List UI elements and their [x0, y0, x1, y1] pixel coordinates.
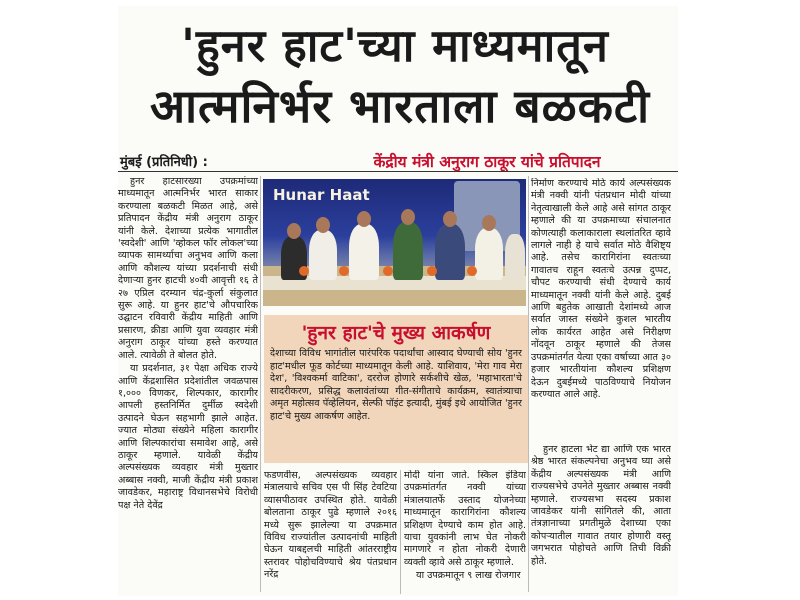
highlight-box-title: 'हुनर हाट'चे मुख्य आकर्षण: [301, 322, 491, 344]
article-column-2-lower-left: [264, 470, 397, 594]
subheadline: केंद्रीय मंत्री अनुराग ठाकूर यांचे प्रतिपादन: [373, 153, 601, 171]
person-figure: [475, 228, 503, 280]
article-column-2-lower-right: [404, 470, 526, 594]
paragraph: या प्रदर्शनात, ३१ पेक्षा अधिक राज्ये आणि केंद्रशासित प्रदेशांतील जवळपास १,००० विणकर, शिल्पकार, कारागीर आपली हस्तनिर्मित दुर्मीळ स्वदेशी उत्पादने घेऊन सहभागी झाले आहेत. ज्यात मोठ्या संख्येने महिला कारागीर आणि शिल्पकारांचा समावेश आहे, असे ठाकूर म्हणाले. यावेळी केंद्रीय अल्पसंख्यक व्यवहार मंत्री मुख्तार अब्बास नक्वी, माजी केंद्रीय मंत्री प्रकाश जावडेकर, महाराष्ट्र विधानसभेचे विरोधी पक्ष नेते देवेंद्र: [118, 363, 258, 511]
person-figure: [435, 224, 465, 280]
headline-line-1: 'हुनर हाट'च्या माध्यमातून: [181, 19, 609, 72]
flower-decoration: [339, 266, 349, 276]
divider: [118, 171, 678, 172]
column-rule: [528, 176, 529, 592]
flower-decoration: [427, 266, 437, 276]
person-figure: [393, 222, 423, 280]
flower-decoration: [383, 266, 393, 276]
person-figure: [505, 234, 525, 280]
person-head: [357, 211, 371, 227]
headline-line-2: आत्मनिर्भर भारताला बळकटी: [150, 79, 651, 133]
paragraph: फडणवीस, अल्पसंख्यक व्यवहार मंत्रालयाचे सचिव एस पी सिंह टेवटिया व्यासपीठावर उपस्थित होते. यावेळी बोलताना ठाकूर पुढे म्हणाले २०१६ मध्ये सुरू झालेल्या या उपक्रमात विविध राज्यांतील उत्पादनांची माहिती घेऊन याबद्दलची माहिती आंतरराष्ट्रीय स्तरावर पोहोचविण्याचे श्रेय पंतप्रधान नरेंद्र: [264, 470, 397, 581]
article-column-3-bottom: [531, 444, 671, 594]
flower-decoration: [299, 266, 309, 276]
paragraph: या उपक्रमातून ९ लाख रोजगार: [416, 570, 521, 582]
person-head: [316, 217, 330, 233]
photo-banner-text: Hunar Haat: [273, 186, 370, 204]
article-column-3-top: [531, 178, 671, 408]
person-head: [401, 209, 415, 225]
paragraph: हुनर हाटला भेट द्या आणि एक भारत श्रेष्ठ भारत संकल्पनेचा अनुभव घ्या असे केंद्रीय अल्पसंख्यक मंत्री आणि राज्यसभेचे उपनेते मुख्तार अब्बास नक्वी म्हणाले. राज्यसभा सदस्य प्रकाश जावडेकर यांनी सांगितले की, आता तंत्रज्ञानाच्या प्रगतीमुळे देशाच्या एका कोपऱ्यातील गावात तयार होणारी वस्तू जगभरात पोहोचते आणि तिची विक्री होते.: [531, 444, 671, 567]
event-photo: [263, 179, 526, 306]
highlight-box-body: देशाच्या विविध भागांतील पारंपरिक पदार्थांचा आस्वाद घेण्याची सोय 'हुनर हाट'मधील फूड कोर्टच्या माध्यमातून केली आहे. याशिवाय, 'मेरा गाव मेरा देश', 'विश्वकर्मा वाटिका', दररोज होणारे सर्कशीचे खेळ, 'महाभारता'चे सादरीकरण, प्रसिद्ध कलावंतांच्या गीत-संगीताचे कार्यक्रम, स्वातंत्र्याचा अमृत महोत्सव पॅव्हेलियन, सेल्फी पॉइंट इत्यादी, मुंबई इथे आयोजित 'हुनर हाट'चे मुख्य आकर्षण आहेत.: [270, 348, 522, 422]
column-rule: [400, 470, 401, 594]
column-rule: [260, 176, 261, 592]
person-head: [482, 215, 496, 231]
paragraph: मोदी यांना जाते. स्किल इंडिया उपक्रमांतर्गत नक्वी यांच्या मंत्रालयातर्फे उस्ताद योजनेच्या माध्यमातून कारागिरांना कौशल्य प्रशिक्षण देण्याचे काम होत आहे. याचा युवकांनी लाभ घेत नोकरी मागणारे न होता नोकरी देणारी व्यक्ती व्हावे असे ठाकूर म्हणाले.: [404, 470, 526, 568]
person-figure: [349, 224, 379, 280]
person-head: [287, 223, 301, 239]
person-figure: [309, 230, 337, 280]
article-column-1: [118, 176, 258, 591]
paragraph: निर्माण करण्याचे मोठे कार्य अल्पसंख्यक मंत्री नक्वी यांनी पंतप्रधान मोदी यांच्या नेतृत्वाखाली केले आहे असे सांगत ठाकूर म्हणाले की या उपक्रमाच्या संचालनात कोणत्याही कलाकाराला स्थलांतरित व्हावे लागले नाही हे याचे सर्वात मोठे वैशिष्ट्य आहे. तसेच कारागिरांना स्वतःच्या गावातच राहून स्वतःचे उत्पन्न दुप्पट, चौपट करण्याची संधी देण्याचे कार्य माध्यमातून नक्वी यांनी केले आहे. दुबई आणि बहुतेक आखाती देशांमध्ये आज सर्वात जास्त संख्येने कुशल भारतीय लोक कार्यरत आहेत असे निरीक्षण नोंदवून ठाकूर म्हणाले की तेजस उपक्रमांतर्गत येत्या एका वर्षाच्या आत ३० हजार भारतीयांना कौशल्य प्रशिक्षण देऊन दुबईमध्ये पाठविण्याचे नियोजन करण्यात आले आहे.: [531, 178, 671, 400]
flower-decoration: [467, 266, 477, 276]
dateline: मुंबई (प्रतिनिधी) :: [120, 155, 208, 170]
person-head: [443, 211, 457, 227]
paragraph: हुनर हाटसारख्या उपक्रमांच्या माध्यमातून आत्मनिर्भर भारत साकार करण्याला बळकटी मिळत आहे, असे प्रतिपादन केंद्रीय मंत्री अनुराग ठाकूर यांनी केले. देशाच्या प्रत्येक भागातील 'स्वदेशी' आणि 'व्होकल फॉर लोकल'च्या व्यापक सामर्थ्याचा अनुभव आणि कला आणि कौशल्य यांच्या प्रदर्शनाची संधी देणाऱ्या हुनर हाटची ४०वी आवृत्ती १६ ते २७ एप्रिल दरम्यान चंद्र-कुर्ला संकुलात सुरू आहे. या हुनर हाट'चे औपचारिक उद्घाटन रविवारी केंद्रीय माहिती आणि प्रसारण, क्रीडा आणि युवा व्यवहार मंत्री अनुराग ठाकूर यांच्या हस्ते करण्यात आले. त्यावेळी ते बोलत होते.: [118, 176, 258, 361]
